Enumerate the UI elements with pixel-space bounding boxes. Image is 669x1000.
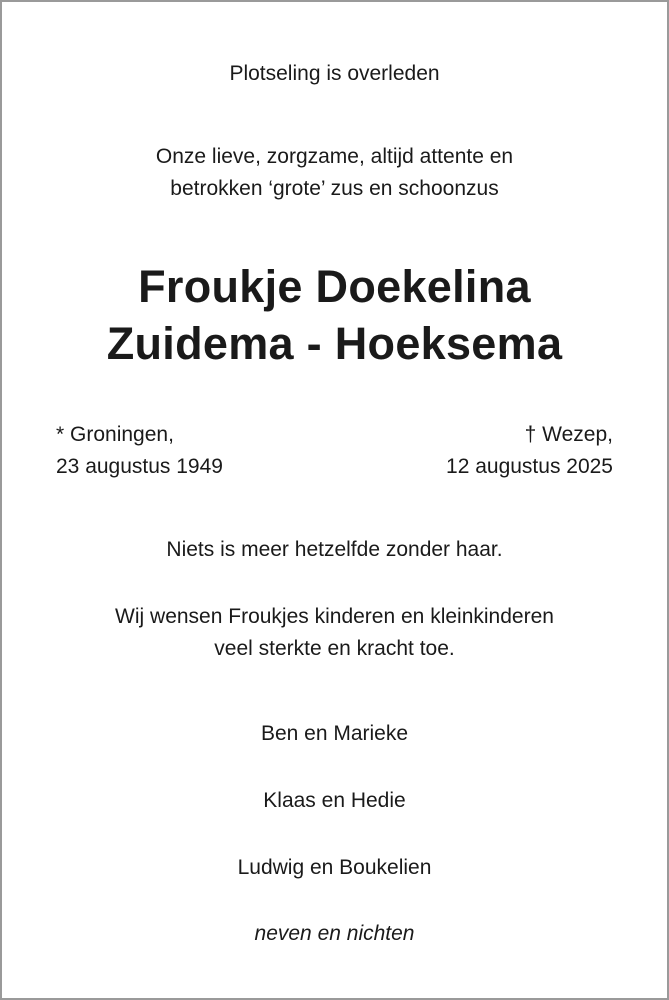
death-date: 12 augustus 2025 [446, 455, 613, 478]
wish-line-1: Wij wensen Froukjes kinderen en kleinkinderen [115, 605, 554, 628]
birth-date: 23 augustus 1949 [56, 455, 223, 478]
closing-text: neven en nichten [254, 922, 415, 945]
description-line-2: betrokken ‘grote’ zus en schoonzus [170, 177, 499, 200]
signatory-2: Klaas en Hedie [263, 789, 406, 812]
intro-text: Plotseling is overleden [229, 62, 440, 85]
deceased-name-line-1: Froukje Doekelina [138, 261, 531, 312]
description-line-1: Onze lieve, zorgzame, altijd attente en [155, 145, 514, 168]
quote-text: Niets is meer hetzelfde zonder haar. [166, 538, 503, 561]
birth-place: * Groningen, [56, 423, 174, 446]
wish-line-2: veel sterkte en kracht toe. [214, 637, 455, 660]
signatory-3: Ludwig en Boukelien [237, 856, 432, 879]
death-place: † Wezep, [524, 423, 613, 446]
signatory-1: Ben en Marieke [260, 722, 409, 745]
birth-info [56, 419, 223, 483]
deceased-name-line-2: Zuidema - Hoeksema [106, 318, 563, 369]
death-info [446, 419, 613, 483]
